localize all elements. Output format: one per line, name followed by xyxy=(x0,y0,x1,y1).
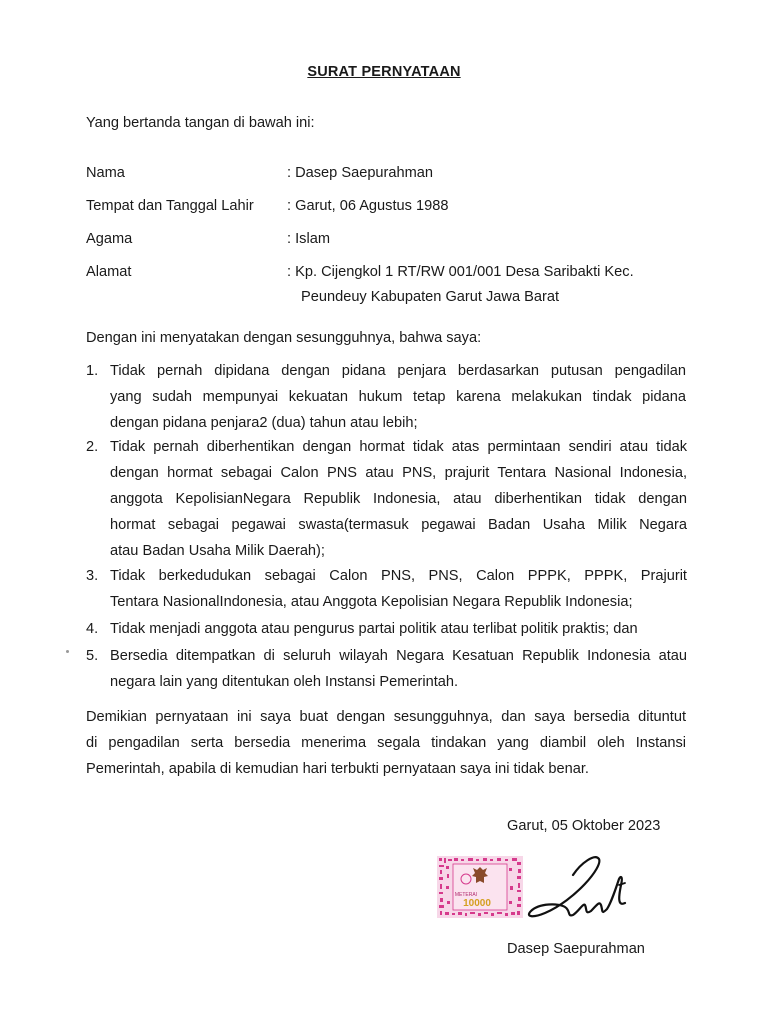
statement-intro: Dengan ini menyatakan dengan sesungguhnya, bahwa saya: xyxy=(86,330,482,346)
item-line: dengan pidana penjara2 (dua) tahun atau lebih; xyxy=(110,415,418,431)
closing-line: di pengadilan serta bersedia menerima segala tindakan yang diambil oleh Instansi xyxy=(86,735,686,751)
place-date: Garut, 05 Oktober 2023 xyxy=(507,818,661,834)
item-line: atau Badan Usaha Milik Daerah); xyxy=(110,543,325,559)
list-item xyxy=(110,616,687,642)
item-number: 1. xyxy=(86,363,99,379)
item-line: Tentara NasionalIndonesia, atau Anggota Kepolisian Negara Republik Indonesia; xyxy=(110,594,633,610)
stamp-amount: 10000 xyxy=(463,898,491,909)
signature xyxy=(515,845,655,930)
document-title: SURAT PERNYATAAN xyxy=(307,64,461,80)
birth-label: Tempat dan Tanggal Lahir xyxy=(86,198,254,214)
closing-paragraph xyxy=(86,704,686,782)
closing-line: Demikian pernyataan ini saya buat dengan sesungguhnya, dan saya bersedia dituntut xyxy=(86,709,686,725)
closing-line: Pemerintah, apabila di kemudian hari terbukti pernyataan saya ini tidak benar. xyxy=(86,761,589,777)
item-number: 4. xyxy=(86,621,99,637)
list-item xyxy=(110,434,687,564)
intro-text: Yang bertanda tangan di bawah ini: xyxy=(86,115,315,131)
religion-label: Agama xyxy=(86,231,133,247)
list-item xyxy=(110,358,686,436)
address-label: Alamat xyxy=(86,264,132,280)
item-line: Tidak berkedudukan sebagai Calon PNS, PNS, Calon PPPK, PPPK, Prajurit xyxy=(110,568,687,584)
item-number: 3. xyxy=(86,568,99,584)
religion-value: : Islam xyxy=(287,231,330,247)
item-line: negara lain yang ditentukan oleh Instansi Pemerintah. xyxy=(110,674,459,690)
item-line: yang sudah mempunyai kekuatan hukum tetap karena melakukan tindak pidana xyxy=(110,389,686,405)
item-line: anggota KepolisianNegara Republik Indonesia, atau diberhentikan tidak dengan xyxy=(110,491,687,507)
item-line: Bersedia ditempatkan di seluruh wilayah Negara Kesatuan Republik Indonesia atau xyxy=(110,648,687,664)
address-value: : Kp. Cijengkol 1 RT/RW 001/001 Desa Saribakti Kec. xyxy=(287,264,634,280)
signer-name: Dasep Saepurahman xyxy=(507,941,645,957)
item-number: 5. xyxy=(86,648,99,664)
scan-speck xyxy=(66,650,69,653)
meterai-stamp xyxy=(437,856,523,918)
item-line: Tidak pernah dipidana dengan pidana penjara berdasarkan putusan pengadilan xyxy=(110,363,686,379)
birth-value: : Garut, 06 Agustus 1988 xyxy=(287,198,449,214)
address-value-cont: Peundeuy Kabupaten Garut Jawa Barat xyxy=(301,289,559,305)
item-line: Tidak pernah diberhentikan dengan hormat tidak atas permintaan sendiri atau tidak xyxy=(110,439,687,455)
item-line: hormat sebagai pegawai swasta(termasuk pegawai Badan Usaha Milik Negara xyxy=(110,517,687,533)
stamp-label: METERAI xyxy=(454,892,478,898)
item-number: 2. xyxy=(86,439,99,455)
list-item xyxy=(110,563,687,615)
list-item xyxy=(110,643,687,695)
name-value: : Dasep Saepurahman xyxy=(287,165,434,181)
item-line: dengan hormat sebagai Calon PNS atau PNS, prajurit Tentara Nasional Indonesia, xyxy=(110,465,687,481)
name-label: Nama xyxy=(86,165,125,181)
item-line: Tidak menjadi anggota atau pengurus partai politik atau terlibat politik praktis; dan xyxy=(110,621,638,637)
